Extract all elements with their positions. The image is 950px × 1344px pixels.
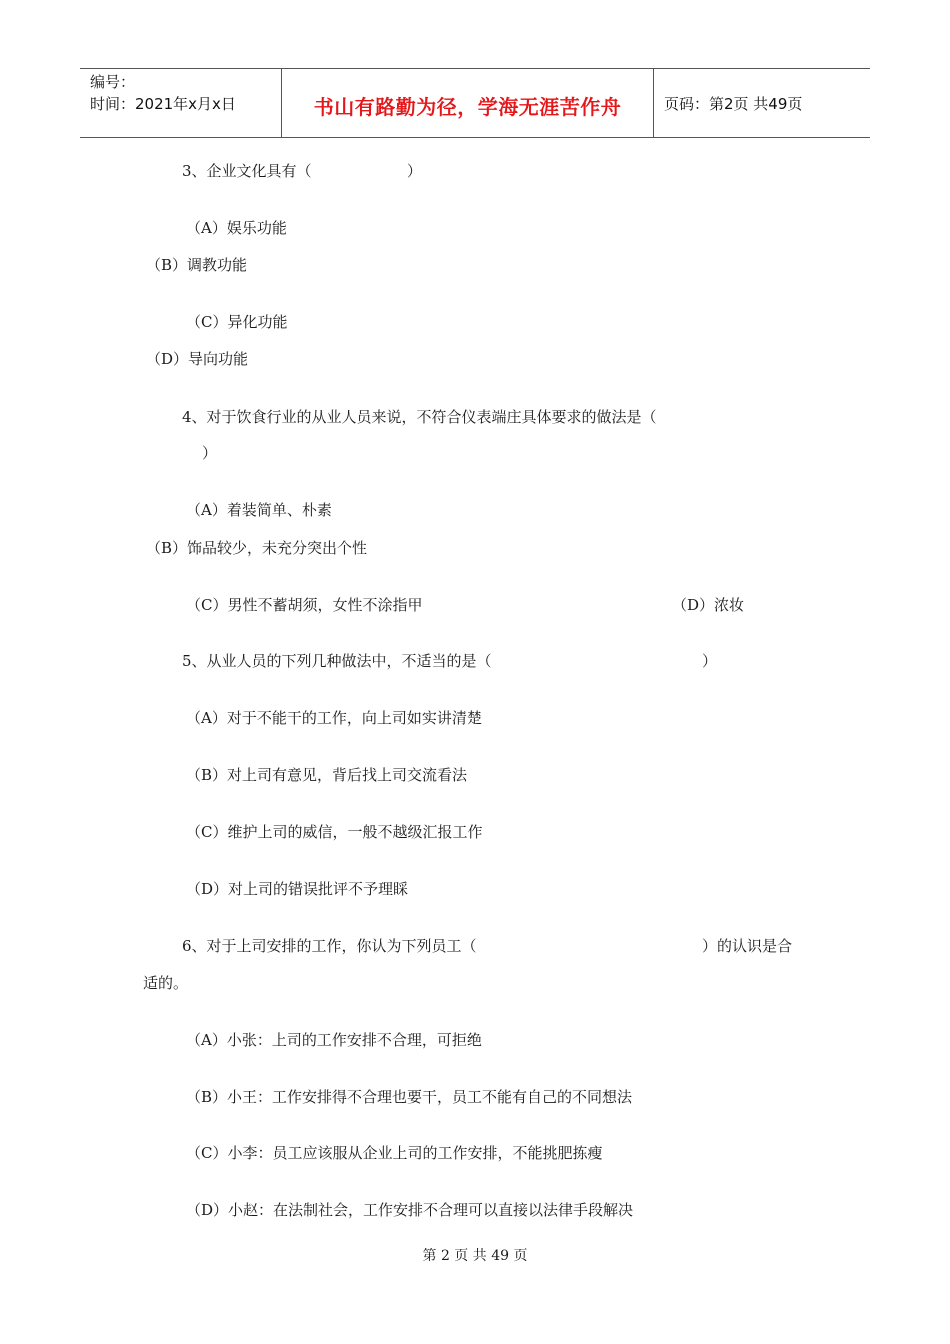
header-divider (653, 69, 654, 137)
header-motto: 书山有路勤为径，学海无涯苦作舟 (313, 95, 622, 119)
question-6-stem: 6、对于上司安排的工作，你认为下列员工（ (182, 937, 477, 955)
question-6-option-a: （A）小张：上司的工作安排不合理，可拒绝 (186, 1031, 482, 1049)
question-4-option-d: （D）浓妆 (672, 596, 745, 614)
question-3-option-c: （C）异化功能 (186, 313, 288, 331)
question-6-option-b: （B）小王：工作安排得不合理也要干，员工不能有自己的不同想法 (186, 1088, 633, 1106)
question-4-option-b: （B）饰品较少，未充分突出个性 (146, 539, 368, 557)
question-5-option-b: （B）对上司有意见，背后找上司交流看法 (186, 766, 468, 784)
question-5-option-d: （D）对上司的错误批评不予理睬 (186, 880, 409, 898)
question-3-stem: 3、企业文化具有（ ） (182, 162, 422, 180)
question-6-option-c: （C）小李：员工应该服从企业上司的工作安排，不能挑肥拣瘦 (186, 1144, 603, 1162)
question-5-stem-close: ） (702, 652, 718, 670)
question-5-option-a: （A）对于不能干的工作，向上司如实讲清楚 (186, 709, 482, 727)
page-header (80, 68, 870, 138)
time-label: 时间：2021年x月x日 (90, 95, 236, 113)
header-meta (90, 71, 280, 115)
question-4-option-c: （C）男性不蓄胡须，女性不涂指甲 (186, 596, 423, 614)
question-6-option-d: （D）小赵：在法制社会，工作安排不合理可以直接以法律手段解决 (186, 1201, 634, 1219)
question-5-stem: 5、从业人员的下列几种做法中，不适当的是（ (182, 652, 492, 670)
question-4-option-a: （A）着装简单、朴素 (186, 501, 332, 519)
question-4-stem-close: ） (202, 444, 218, 462)
question-3-option-a: （A）娱乐功能 (186, 219, 287, 237)
question-4-stem: 4、对于饮食行业的从业人员来说，不符合仪表端庄具体要求的做法是（ (182, 408, 657, 426)
header-page-info: 页码：第2页 共49页 (664, 95, 803, 113)
question-6-stem-tail: ）的认识是合 (702, 937, 793, 955)
serial-label: 编号： (90, 73, 136, 91)
question-5-option-c: （C）维护上司的威信，一般不越级汇报工作 (186, 823, 483, 841)
page-footer: 第 2 页 共 49 页 (422, 1248, 528, 1264)
question-3-option-d: （D）导向功能 (146, 350, 249, 368)
question-6-stem-continued: 适的。 (143, 974, 189, 992)
question-3-option-b: （B）调教功能 (146, 256, 248, 274)
